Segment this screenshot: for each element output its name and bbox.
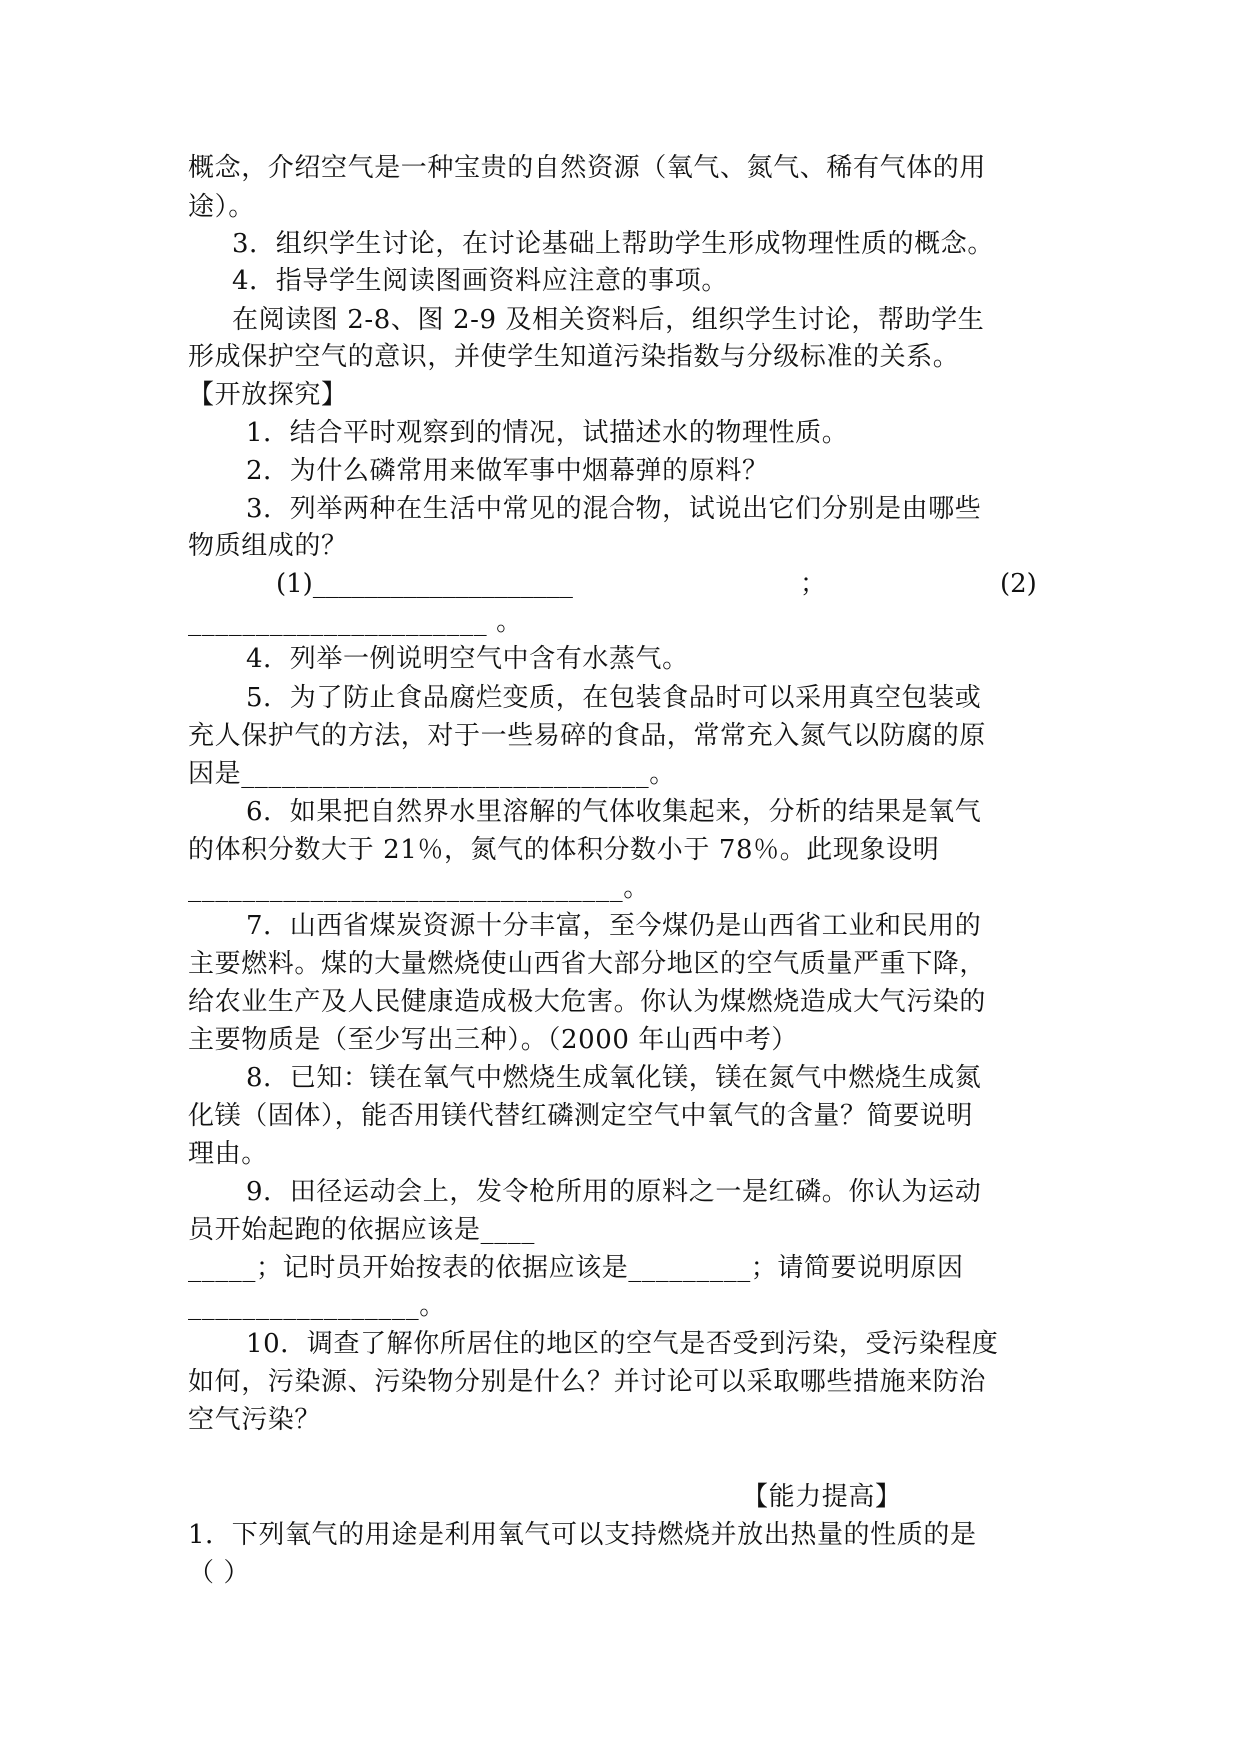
text-line: 理由。 xyxy=(188,1139,268,1169)
text-line: 员开始起跑的依据应该是____ xyxy=(188,1215,536,1245)
mcq-1-paren: （ ） xyxy=(188,1558,251,1588)
answer-blank-2-label: (2) xyxy=(1000,569,1037,599)
section-heading-ability: 【能力提高】 xyxy=(742,1482,902,1512)
text-line: _________________。 xyxy=(188,1291,446,1321)
text-line: 4．指导学生阅读图画资料应注意的事项。 xyxy=(232,266,728,296)
question-3: 3．列举两种在生活中常见的混合物，试说出它们分别是由哪些 xyxy=(246,494,982,524)
section-heading: 【开放探究】 xyxy=(188,380,348,410)
question-8: 8．已知：镁在氧气中燃烧生成氧化镁，镁在氮气中燃烧生成氮 xyxy=(246,1063,982,1093)
question-7: 7．山西省煤炭资源十分丰富，至今煤仍是山西省工业和民用的 xyxy=(246,911,982,941)
text-line: 途）。 xyxy=(188,192,255,222)
text-line: 形成保护空气的意识，并使学生知道污染指数与分级标准的关系。 xyxy=(188,342,960,372)
text-line: 概念，介绍空气是一种宝贵的自然资源（氧气、氮气、稀有气体的用 xyxy=(188,153,987,183)
text-line: ________________________________。 xyxy=(188,873,650,903)
text-line: 给农业生产及人民健康造成极大危害。你认为煤燃烧造成大气污染的 xyxy=(188,987,987,1017)
text-line: 化镁（固体），能否用镁代替红磷测定空气中氧气的含量？简要说明 xyxy=(188,1101,974,1131)
text-line: 3．组织学生讨论，在讨论基础上帮助学生形成物理性质的概念。 xyxy=(232,229,994,259)
text-line: 物质组成的？ xyxy=(188,531,348,561)
text-line: 充人保护气的方法，对于一些易碎的食品，常常充入氮气以防腐的原 xyxy=(188,721,987,751)
question-5: 5．为了防止食品腐烂变质，在包装食品时可以采用真空包装或 xyxy=(246,683,982,713)
text-line: 在阅读图 2-8、图 2-9 及相关资料后，组织学生讨论，帮助学生 xyxy=(232,305,985,335)
answer-blank-2: ______________________ 。 xyxy=(188,607,523,637)
question-2: 2．为什么磷常用来做军事中烟幕弹的原料？ xyxy=(246,456,769,486)
question-9: 9．田径运动会上，发令枪所用的原料之一是红磷。你认为运动 xyxy=(246,1177,982,1207)
question-10: 10．调查了解你所居住的地区的空气是否受到污染，受污染程度 xyxy=(246,1329,999,1359)
answer-blank-1: (1)____________________ xyxy=(276,569,573,599)
text-line: 空气污染？ xyxy=(188,1405,322,1435)
text-line: _____；记时员开始按表的依据应该是_________；请简要说明原因 xyxy=(188,1253,964,1283)
text-line: 主要燃料。煤的大量燃烧使山西省大部分地区的空气质量严重下降， xyxy=(188,949,987,979)
text-line: 主要物质是（至少写出三种）。（2000 年山西中考） xyxy=(188,1025,799,1055)
mcq-1: 1．下列氧气的用途是利用氧气可以支持燃烧并放出热量的性质的是 xyxy=(188,1520,977,1550)
text-line: 如何，污染源、污染物分别是什么？并讨论可以采取哪些措施来防治 xyxy=(188,1367,987,1397)
separator: ； xyxy=(800,569,827,599)
question-4: 4．列举一例说明空气中含有水蒸气。 xyxy=(246,644,689,674)
question-1: 1．结合平时观察到的情况，试描述水的物理性质。 xyxy=(246,418,849,448)
text-line: 的体积分数大于 21％，氮气的体积分数小于 78％。此现象设明 xyxy=(188,835,940,865)
question-6: 6．如果把自然界水里溶解的气体收集起来，分析的结果是氧气 xyxy=(246,797,982,827)
text-line: 因是______________________________。 xyxy=(188,759,676,789)
